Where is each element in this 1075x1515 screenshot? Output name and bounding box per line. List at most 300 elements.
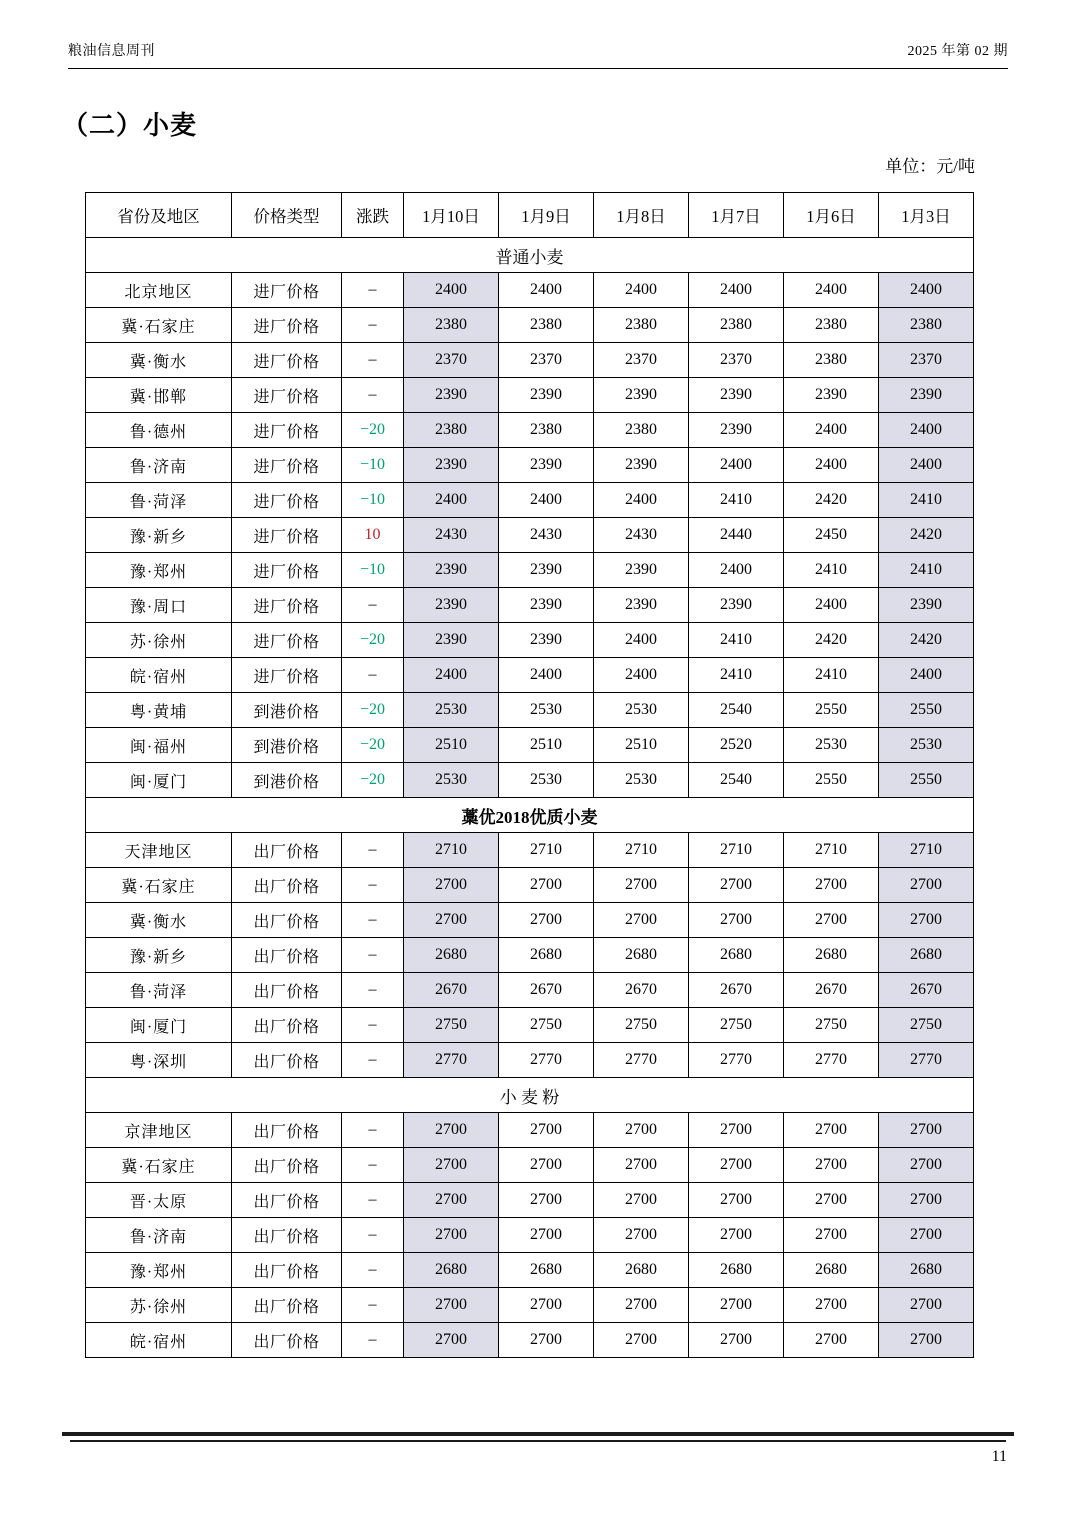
cell-price: 2400 — [594, 483, 689, 518]
cell-price: 2700 — [594, 1183, 689, 1218]
table-row — [86, 623, 974, 658]
cell-price-type: 出厂价格 — [232, 1113, 342, 1148]
cell-change: −10 — [342, 553, 404, 588]
cell-price: 2750 — [594, 1008, 689, 1043]
table-group-row — [86, 798, 974, 833]
cell-price: 2400 — [784, 413, 879, 448]
table-row — [86, 343, 974, 378]
table-row — [86, 518, 974, 553]
cell-change: – — [342, 973, 404, 1008]
cell-region: 皖·宿州 — [86, 658, 232, 693]
cell-price: 2510 — [594, 728, 689, 763]
cell-price: 2670 — [499, 973, 594, 1008]
header-issue-label: 2025 年第 02 期 — [907, 44, 1008, 59]
table-group-label: 藁优2018优质小麦 — [86, 798, 974, 833]
cell-region: 鲁·菏泽 — [86, 973, 232, 1008]
cell-price: 2700 — [594, 1113, 689, 1148]
table-row — [86, 448, 974, 483]
cell-price-type: 出厂价格 — [232, 1183, 342, 1218]
cell-price: 2510 — [499, 728, 594, 763]
cell-price-type: 到港价格 — [232, 763, 342, 798]
cell-price: 2400 — [689, 273, 784, 308]
cell-price: 2400 — [879, 658, 974, 693]
cell-price-type: 进厂价格 — [232, 483, 342, 518]
cell-price: 2390 — [499, 623, 594, 658]
cell-price: 2700 — [689, 1288, 784, 1323]
cell-price: 2420 — [879, 518, 974, 553]
cell-change: – — [342, 1113, 404, 1148]
cell-price: 2700 — [689, 903, 784, 938]
cell-price: 2700 — [689, 1113, 784, 1148]
cell-price: 2710 — [499, 833, 594, 868]
cell-price-type: 到港价格 — [232, 728, 342, 763]
cell-price: 2400 — [879, 448, 974, 483]
cell-price: 2550 — [879, 693, 974, 728]
cell-region: 冀·石家庄 — [86, 308, 232, 343]
cell-change: – — [342, 1323, 404, 1358]
cell-price: 2700 — [784, 1288, 879, 1323]
cell-price: 2420 — [879, 623, 974, 658]
cell-change: – — [342, 343, 404, 378]
cell-price: 2410 — [879, 483, 974, 518]
cell-price: 2380 — [404, 413, 499, 448]
page-header — [68, 40, 1008, 60]
cell-price: 2430 — [404, 518, 499, 553]
cell-price: 2380 — [594, 413, 689, 448]
cell-price-type: 出厂价格 — [232, 868, 342, 903]
cell-region: 苏·徐州 — [86, 1288, 232, 1323]
cell-change: – — [342, 938, 404, 973]
cell-price-type: 出厂价格 — [232, 1323, 342, 1358]
table-row — [86, 693, 974, 728]
cell-region: 粤·黄埔 — [86, 693, 232, 728]
cell-change: – — [342, 1008, 404, 1043]
cell-price-type: 出厂价格 — [232, 1148, 342, 1183]
cell-price-type: 出厂价格 — [232, 903, 342, 938]
cell-change: – — [342, 903, 404, 938]
cell-price: 2770 — [499, 1043, 594, 1078]
cell-price-type: 出厂价格 — [232, 1008, 342, 1043]
table-row — [86, 868, 974, 903]
cell-price: 2700 — [879, 903, 974, 938]
table-row — [86, 553, 974, 588]
cell-price: 2400 — [404, 483, 499, 518]
table-row — [86, 1148, 974, 1183]
cell-region: 天津地区 — [86, 833, 232, 868]
cell-price: 2410 — [784, 658, 879, 693]
column-header-date-2: 1月9日 — [499, 193, 594, 238]
cell-region: 豫·郑州 — [86, 1253, 232, 1288]
cell-price: 2550 — [879, 763, 974, 798]
cell-price-type: 出厂价格 — [232, 973, 342, 1008]
cell-price: 2400 — [784, 588, 879, 623]
cell-change: – — [342, 588, 404, 623]
cell-price: 2670 — [689, 973, 784, 1008]
cell-price: 2410 — [879, 553, 974, 588]
cell-price: 2700 — [499, 903, 594, 938]
cell-change: – — [342, 308, 404, 343]
footer-divider-thick — [62, 1432, 1014, 1436]
cell-price: 2700 — [784, 1218, 879, 1253]
table-group-label: 普通小麦 — [86, 238, 974, 273]
cell-price: 2680 — [879, 1253, 974, 1288]
cell-price: 2450 — [784, 518, 879, 553]
cell-price: 2400 — [499, 483, 594, 518]
cell-price: 2700 — [879, 1288, 974, 1323]
cell-price: 2700 — [594, 903, 689, 938]
cell-region: 豫·新乡 — [86, 518, 232, 553]
cell-region: 晋·太原 — [86, 1183, 232, 1218]
column-header-change: 涨跌 — [342, 193, 404, 238]
cell-change: −20 — [342, 623, 404, 658]
cell-price: 2700 — [784, 1183, 879, 1218]
cell-price-type: 到港价格 — [232, 693, 342, 728]
cell-region: 鲁·济南 — [86, 1218, 232, 1253]
cell-price: 2710 — [689, 833, 784, 868]
cell-price: 2700 — [879, 1323, 974, 1358]
cell-price: 2700 — [499, 1323, 594, 1358]
cell-change: −20 — [342, 413, 404, 448]
cell-price: 2390 — [594, 448, 689, 483]
cell-price: 2700 — [404, 868, 499, 903]
cell-price-type: 出厂价格 — [232, 1218, 342, 1253]
cell-price: 2390 — [499, 378, 594, 413]
cell-price: 2680 — [879, 938, 974, 973]
cell-price-type: 出厂价格 — [232, 1043, 342, 1078]
cell-price: 2400 — [499, 658, 594, 693]
column-header-date-4: 1月7日 — [689, 193, 784, 238]
cell-price: 2710 — [784, 833, 879, 868]
cell-price: 2410 — [689, 623, 784, 658]
cell-price: 2530 — [404, 763, 499, 798]
cell-price: 2390 — [404, 378, 499, 413]
table-row — [86, 483, 974, 518]
cell-price: 2380 — [594, 308, 689, 343]
column-header-region: 省份及地区 — [86, 193, 232, 238]
cell-price-type: 进厂价格 — [232, 273, 342, 308]
table-row — [86, 973, 974, 1008]
cell-price-type: 出厂价格 — [232, 1288, 342, 1323]
cell-price: 2700 — [404, 903, 499, 938]
cell-price: 2540 — [689, 763, 784, 798]
table-row — [86, 1218, 974, 1253]
cell-price: 2700 — [879, 868, 974, 903]
cell-price: 2700 — [404, 1148, 499, 1183]
cell-price: 2680 — [689, 1253, 784, 1288]
unit-note: 单位：元/吨 — [885, 157, 975, 176]
cell-region: 冀·石家庄 — [86, 868, 232, 903]
cell-price: 2530 — [594, 763, 689, 798]
cell-price: 2770 — [879, 1043, 974, 1078]
table-header-row — [86, 193, 974, 238]
cell-price: 2700 — [784, 1148, 879, 1183]
cell-price: 2770 — [784, 1043, 879, 1078]
footer-divider-thin — [70, 1440, 1006, 1442]
cell-price: 2530 — [404, 693, 499, 728]
table-body — [86, 238, 974, 1358]
page-number: 11 — [991, 1448, 1007, 1465]
cell-price: 2380 — [499, 308, 594, 343]
cell-price: 2370 — [689, 343, 784, 378]
cell-price: 2680 — [594, 1253, 689, 1288]
cell-price: 2390 — [499, 448, 594, 483]
cell-price-type: 进厂价格 — [232, 518, 342, 553]
table-row — [86, 1113, 974, 1148]
cell-price: 2700 — [499, 1288, 594, 1323]
cell-price: 2370 — [404, 343, 499, 378]
cell-price: 2370 — [594, 343, 689, 378]
cell-price: 2400 — [404, 658, 499, 693]
table-row — [86, 938, 974, 973]
table-row — [86, 658, 974, 693]
cell-price: 2410 — [689, 483, 784, 518]
cell-price: 2400 — [879, 273, 974, 308]
cell-change: – — [342, 273, 404, 308]
cell-change: – — [342, 868, 404, 903]
cell-price: 2370 — [499, 343, 594, 378]
cell-price: 2410 — [689, 658, 784, 693]
cell-region: 苏·徐州 — [86, 623, 232, 658]
cell-price: 2680 — [784, 1253, 879, 1288]
cell-price: 2700 — [879, 1183, 974, 1218]
table-row — [86, 413, 974, 448]
cell-price: 2700 — [689, 1218, 784, 1253]
table-row — [86, 763, 974, 798]
table-row — [86, 378, 974, 413]
cell-region: 豫·郑州 — [86, 553, 232, 588]
table-row — [86, 728, 974, 763]
cell-change: – — [342, 378, 404, 413]
table-group-label: 小 麦 粉 — [86, 1078, 974, 1113]
cell-change: – — [342, 1183, 404, 1218]
cell-price: 2380 — [499, 413, 594, 448]
price-table-container — [85, 192, 973, 1358]
cell-region: 鲁·菏泽 — [86, 483, 232, 518]
cell-price: 2430 — [594, 518, 689, 553]
cell-region: 闽·厦门 — [86, 763, 232, 798]
cell-price-type: 进厂价格 — [232, 658, 342, 693]
table-row — [86, 1288, 974, 1323]
cell-price-type: 进厂价格 — [232, 343, 342, 378]
cell-region: 鲁·德州 — [86, 413, 232, 448]
cell-price: 2750 — [404, 1008, 499, 1043]
cell-change: – — [342, 1148, 404, 1183]
cell-change: −10 — [342, 448, 404, 483]
cell-price: 2550 — [784, 693, 879, 728]
cell-price: 2390 — [594, 378, 689, 413]
cell-price: 2400 — [499, 273, 594, 308]
cell-change: 10 — [342, 518, 404, 553]
cell-region: 冀·衡水 — [86, 343, 232, 378]
cell-region: 皖·宿州 — [86, 1323, 232, 1358]
cell-price: 2770 — [404, 1043, 499, 1078]
table-row — [86, 833, 974, 868]
cell-region: 豫·周口 — [86, 588, 232, 623]
cell-change: – — [342, 1288, 404, 1323]
cell-price: 2380 — [784, 343, 879, 378]
cell-price: 2700 — [499, 1113, 594, 1148]
cell-price: 2550 — [784, 763, 879, 798]
cell-price: 2770 — [689, 1043, 784, 1078]
cell-price-type: 进厂价格 — [232, 623, 342, 658]
cell-price: 2700 — [784, 868, 879, 903]
cell-price: 2670 — [594, 973, 689, 1008]
cell-price: 2530 — [784, 728, 879, 763]
header-publication-name: 粮油信息周刊 — [68, 44, 155, 59]
cell-price: 2700 — [404, 1323, 499, 1358]
cell-price: 2390 — [499, 588, 594, 623]
cell-price: 2670 — [879, 973, 974, 1008]
cell-price: 2530 — [594, 693, 689, 728]
column-header-price-type: 价格类型 — [232, 193, 342, 238]
column-header-date-1: 1月10日 — [404, 193, 499, 238]
cell-price: 2680 — [594, 938, 689, 973]
cell-price: 2390 — [689, 413, 784, 448]
column-header-date-5: 1月6日 — [784, 193, 879, 238]
table-row — [86, 1008, 974, 1043]
cell-price: 2700 — [689, 1148, 784, 1183]
cell-price-type: 出厂价格 — [232, 1253, 342, 1288]
cell-price: 2390 — [594, 588, 689, 623]
cell-region: 闽·厦门 — [86, 1008, 232, 1043]
cell-price: 2400 — [594, 658, 689, 693]
cell-price: 2710 — [404, 833, 499, 868]
table-group-row — [86, 1078, 974, 1113]
cell-price: 2700 — [879, 1218, 974, 1253]
cell-price: 2670 — [784, 973, 879, 1008]
table-row — [86, 308, 974, 343]
cell-price: 2530 — [499, 693, 594, 728]
cell-change: – — [342, 658, 404, 693]
cell-price-type: 进厂价格 — [232, 553, 342, 588]
cell-price: 2750 — [499, 1008, 594, 1043]
cell-price: 2700 — [594, 1148, 689, 1183]
cell-price: 2750 — [879, 1008, 974, 1043]
cell-price: 2700 — [404, 1218, 499, 1253]
cell-price-type: 出厂价格 — [232, 938, 342, 973]
cell-price: 2530 — [879, 728, 974, 763]
cell-price: 2700 — [499, 1218, 594, 1253]
table-row — [86, 1253, 974, 1288]
cell-price: 2410 — [784, 553, 879, 588]
price-table — [85, 192, 974, 1358]
cell-price-type: 进厂价格 — [232, 448, 342, 483]
cell-price: 2700 — [404, 1183, 499, 1218]
cell-price: 2390 — [404, 448, 499, 483]
cell-price: 2680 — [784, 938, 879, 973]
cell-price: 2700 — [689, 1323, 784, 1358]
cell-price: 2680 — [404, 938, 499, 973]
cell-price-type: 出厂价格 — [232, 833, 342, 868]
cell-price: 2540 — [689, 693, 784, 728]
cell-region: 京津地区 — [86, 1113, 232, 1148]
cell-region: 豫·新乡 — [86, 938, 232, 973]
cell-price: 2750 — [784, 1008, 879, 1043]
cell-price: 2400 — [784, 448, 879, 483]
cell-price: 2700 — [784, 1323, 879, 1358]
cell-price: 2700 — [499, 1183, 594, 1218]
cell-price: 2700 — [499, 1148, 594, 1183]
cell-price: 2700 — [784, 903, 879, 938]
cell-price: 2390 — [689, 588, 784, 623]
cell-price: 2390 — [784, 378, 879, 413]
table-row — [86, 273, 974, 308]
cell-price: 2700 — [404, 1113, 499, 1148]
cell-price: 2520 — [689, 728, 784, 763]
cell-price: 2400 — [784, 273, 879, 308]
cell-price: 2420 — [784, 623, 879, 658]
cell-price: 2390 — [689, 378, 784, 413]
cell-price: 2530 — [499, 763, 594, 798]
cell-price: 2510 — [404, 728, 499, 763]
cell-price: 2700 — [784, 1113, 879, 1148]
cell-price: 2380 — [689, 308, 784, 343]
cell-change: – — [342, 1218, 404, 1253]
cell-price-type: 进厂价格 — [232, 308, 342, 343]
cell-price: 2700 — [594, 1323, 689, 1358]
cell-price: 2700 — [594, 1288, 689, 1323]
cell-price: 2700 — [594, 868, 689, 903]
cell-price-type: 进厂价格 — [232, 588, 342, 623]
cell-price: 2400 — [594, 273, 689, 308]
cell-price: 2390 — [499, 553, 594, 588]
table-group-row — [86, 238, 974, 273]
cell-price: 2380 — [879, 308, 974, 343]
cell-price: 2700 — [879, 1113, 974, 1148]
cell-price: 2390 — [594, 553, 689, 588]
cell-price: 2400 — [689, 448, 784, 483]
cell-price-type: 进厂价格 — [232, 413, 342, 448]
cell-price: 2400 — [879, 413, 974, 448]
cell-price: 2380 — [404, 308, 499, 343]
cell-price: 2700 — [689, 1183, 784, 1218]
cell-price: 2750 — [689, 1008, 784, 1043]
cell-region: 鲁·济南 — [86, 448, 232, 483]
cell-price: 2680 — [499, 938, 594, 973]
table-row — [86, 1183, 974, 1218]
cell-price: 2710 — [879, 833, 974, 868]
cell-change: −20 — [342, 728, 404, 763]
cell-price: 2370 — [879, 343, 974, 378]
cell-price-type: 进厂价格 — [232, 378, 342, 413]
cell-region: 冀·衡水 — [86, 903, 232, 938]
cell-price: 2400 — [689, 553, 784, 588]
cell-price: 2390 — [404, 553, 499, 588]
cell-change: – — [342, 1253, 404, 1288]
cell-price: 2700 — [404, 1288, 499, 1323]
section-title: （二）小麦 — [62, 111, 198, 140]
cell-price: 2440 — [689, 518, 784, 553]
cell-price: 2390 — [404, 623, 499, 658]
header-divider — [68, 68, 1008, 69]
cell-change: −20 — [342, 763, 404, 798]
cell-price: 2770 — [594, 1043, 689, 1078]
cell-region: 粤·深圳 — [86, 1043, 232, 1078]
cell-region: 冀·石家庄 — [86, 1148, 232, 1183]
cell-region: 闽·福州 — [86, 728, 232, 763]
cell-change: – — [342, 833, 404, 868]
cell-price: 2680 — [689, 938, 784, 973]
cell-price: 2710 — [594, 833, 689, 868]
cell-price: 2670 — [404, 973, 499, 1008]
cell-change: – — [342, 1043, 404, 1078]
table-row — [86, 1043, 974, 1078]
cell-price: 2680 — [404, 1253, 499, 1288]
cell-price: 2680 — [499, 1253, 594, 1288]
cell-change: −10 — [342, 483, 404, 518]
cell-change: −20 — [342, 693, 404, 728]
table-row — [86, 903, 974, 938]
